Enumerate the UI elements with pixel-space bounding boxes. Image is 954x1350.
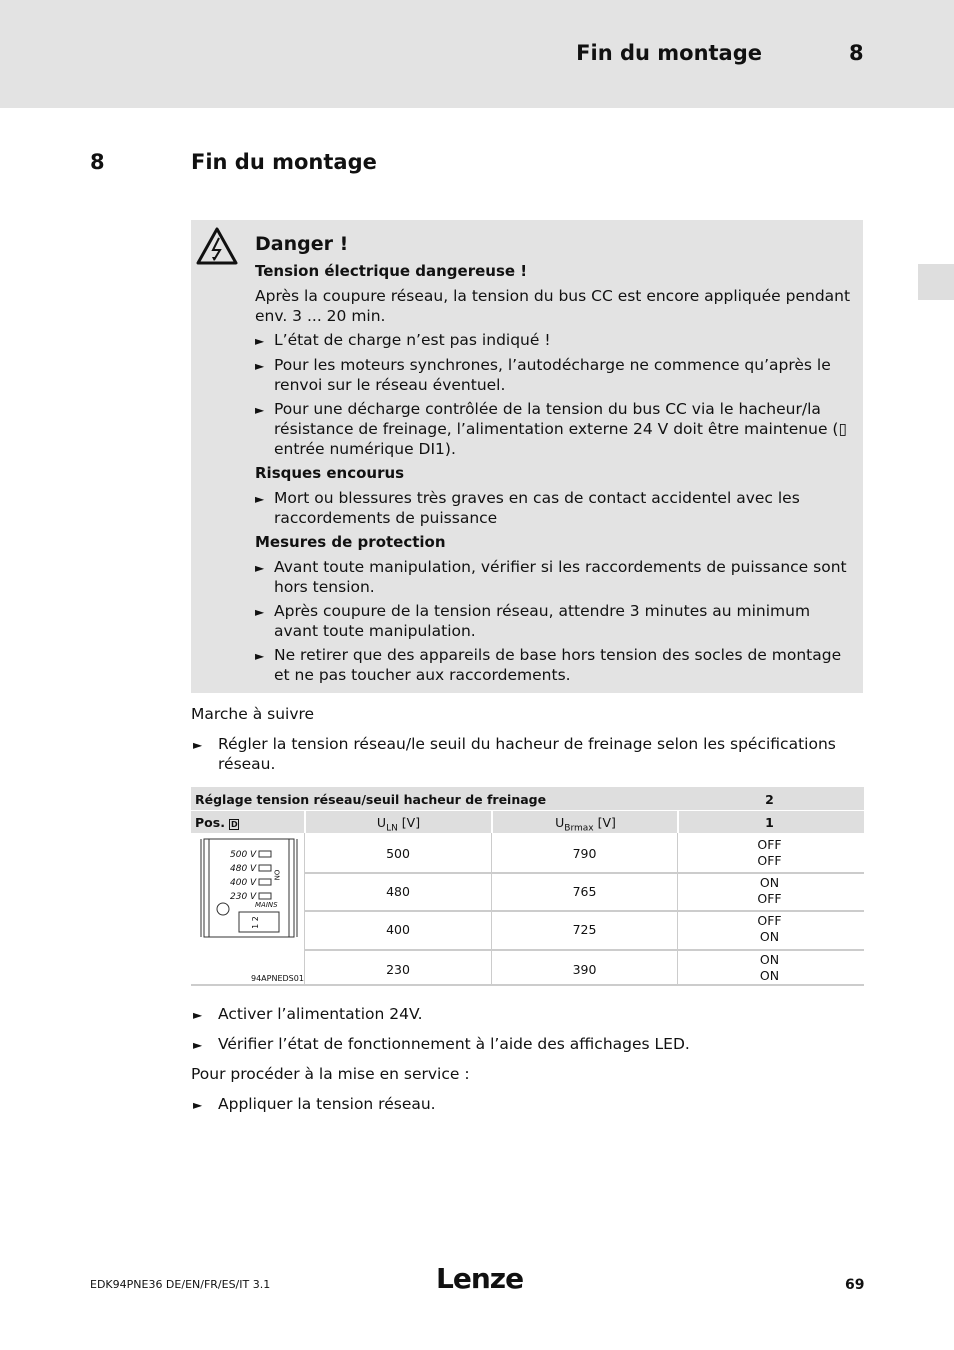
row2-switch: ON OFF <box>757 875 782 906</box>
list-item: ► Mort ou blessures très graves en cas de contact accidentel avec les raccordements de puissance <box>255 489 800 527</box>
row3-switch: OFF ON <box>757 913 782 944</box>
step-check-leds: Vérifier l’état de fonctionnement à l’aide des affichages LED. <box>218 1035 690 1053</box>
triangle-bullet-icon: ► <box>255 649 265 663</box>
device-d-icon: D <box>230 820 238 829</box>
col-ubrmax: $U_{Brmax}$ [V] <box>555 815 616 834</box>
section-title: Fin du montage <box>191 150 377 174</box>
danger-subtitle: Tension électrique dangereuse ! <box>255 262 528 280</box>
col-switch-2: 2 <box>765 792 774 807</box>
measures-title: Mesures de protection <box>255 533 446 551</box>
triangle-bullet-icon: ► <box>255 359 265 373</box>
diagram-voltage-labels: 500 V 480 V 400 V 230 V <box>230 850 257 902</box>
arrow-bullet-icon: ► <box>193 1038 203 1052</box>
page-number: 69 <box>845 1277 865 1293</box>
arrow-bullet-icon: ► <box>193 1008 203 1022</box>
row2-uln: 480 <box>386 884 410 899</box>
triangle-bullet-icon: ► <box>255 492 265 506</box>
col-switch-1: 1 <box>765 815 774 830</box>
list-item: ► Ne retirer que des appareils de base hors tension des socles de montage et ne pas toucher aux raccordements. <box>255 646 842 684</box>
row4-uln: 230 <box>386 962 410 977</box>
row1-uln: 500 <box>386 846 410 861</box>
triangle-bullet-icon: ► <box>255 403 265 417</box>
row4-ubr: 390 <box>572 962 597 977</box>
list-item: ► Après coupure de la tension réseau, attendre 3 minutes au minimum avant toute manipulation. <box>255 602 811 640</box>
commissioning-intro: Pour procéder à la mise en service : <box>191 1065 470 1083</box>
list-item: ► Pour une décharge contrôlée de la tension du bus CC via le hacheur/la résistance de freinage, l’alimentation externe 24 V doit être maintenue (▯ entrée numérique DI1). <box>255 400 847 458</box>
table-title: Réglage tension réseau/seuil hacheur de freinage <box>195 792 547 807</box>
warning-electric-icon <box>195 226 239 266</box>
page-header <box>0 0 954 108</box>
danger-box <box>191 220 863 693</box>
list-item: ► Pour les moteurs synchrones, l’autodécharge ne commence qu’après le renvoi sur le réseau éventuel. <box>255 356 831 394</box>
diagram-on-label: ON <box>272 869 281 881</box>
side-tab-marker <box>918 264 954 300</box>
row2-ubr: 765 <box>572 884 597 899</box>
diagram-switch-nums: 1 2 <box>250 916 260 929</box>
step-activate-24v: Activer l’alimentation 24V. <box>218 1005 423 1023</box>
divider <box>191 984 864 986</box>
diagram-code: 94APNEDS01 <box>251 974 304 983</box>
row3-uln: 400 <box>386 922 410 937</box>
list-item: ► L’état de charge n’est pas indiqué ! <box>255 331 551 349</box>
arrow-bullet-icon: ► <box>193 1098 203 1112</box>
triangle-bullet-icon: ► <box>255 605 265 619</box>
triangle-bullet-icon: ► <box>255 561 265 575</box>
row4-switch: ON ON <box>759 952 780 983</box>
header-chapter: 8 <box>849 41 864 65</box>
step-apply-voltage: Appliquer la tension réseau. <box>218 1095 436 1113</box>
section-number: 8 <box>90 150 105 174</box>
document-reference: EDK94PNE36 DE/EN/FR/ES/IT 3.1 <box>90 1278 271 1291</box>
triangle-bullet-icon: ► <box>255 334 265 348</box>
diagram-mains-label: MAINS <box>255 901 278 909</box>
col-uln: $U_{LN}$ [V] <box>376 815 421 834</box>
list-item: ► Avant toute manipulation, vérifier si les raccordements de puissance sont hors tension. <box>255 558 847 596</box>
row1-ubr: 790 <box>572 846 597 861</box>
divider <box>305 910 864 912</box>
lenze-logo: Lenze <box>436 1262 524 1295</box>
danger-title: Danger ! <box>255 233 349 255</box>
divider <box>305 872 864 874</box>
row1-switch: OFF OFF <box>757 837 782 868</box>
procedure-label: Marche à suivre <box>191 705 315 723</box>
row3-ubr: 725 <box>572 922 597 937</box>
divider <box>191 810 864 811</box>
risks-title: Risques encourus <box>255 464 405 482</box>
arrow-bullet-icon: ► <box>193 738 203 752</box>
header-title: Fin du montage <box>576 41 762 65</box>
divider <box>305 949 864 951</box>
step-set-voltage: Régler la tension réseau/le seuil du hacheur de freinage selon les spécifications réseau. <box>218 735 836 773</box>
pos-label: Pos. D <box>195 815 238 830</box>
danger-intro: Après la coupure réseau, la tension du bus CC est encore appliquée pendant env. 3 ... 20 min. <box>255 287 851 325</box>
